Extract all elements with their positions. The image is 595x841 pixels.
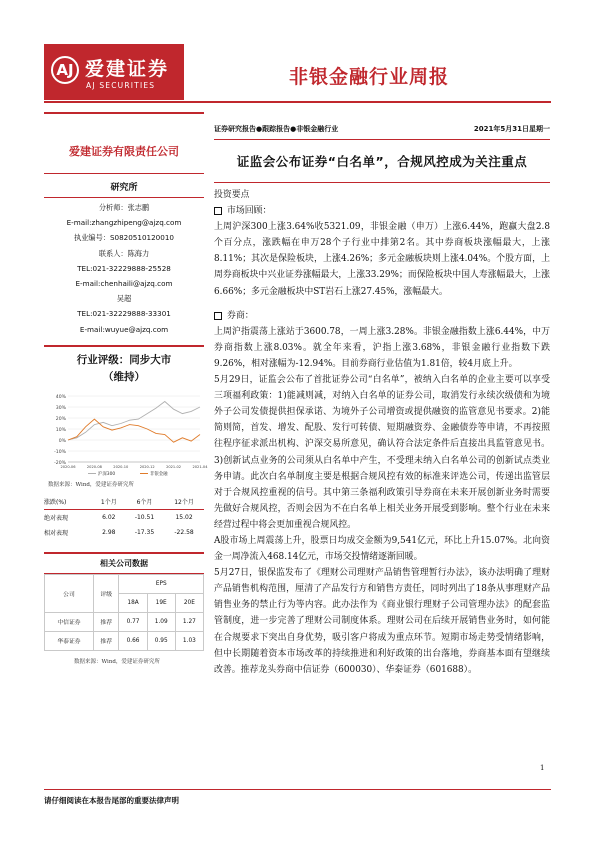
row-label: 相对表现: [44, 529, 69, 537]
row-label: 绝对表现: [44, 514, 69, 522]
rating-status: （维持）: [103, 370, 145, 383]
report-title: 非银金融行业周报: [289, 66, 450, 88]
contact-line: E-mail:chenhaili@ajzq.com: [75, 279, 173, 289]
contact-line: 吴超: [116, 294, 132, 304]
performance-header-cell: 1个月: [93, 494, 125, 510]
broker-paragraph: 5月27日，银保监发布了《理财公司理财产品销售管理暂行办法》，该办法明确了理财产品销售机构范围，厘清了产品发行方和销售方责任，同时列出了18条从事理财产品销售业务的禁止行为等内容。此办法作为《商业银行理财子公司管理办法》的配套监管制度，进一步完善了理财公司制度体系。理财公司在后续开展销售业务时，如何能在合规要求下突出自身优势，吸引客户将成为重点环节。短期市场走势受情绪影响，但中长期随着资本市场改革的持续推进和利好政策的出台落地，券商基本面有望继续改善。推荐龙头券商中信证券（600030）、华泰证券（601688）。: [214, 568, 550, 675]
eps-cell: 1.09: [147, 612, 175, 631]
market-review-paragraph: 上周沪深300上涨3.64%收5321.09，非银金融（申万）上涨6.44%，跑赢大盘2.8个百分点，涨跌幅在申万28个子行业中排第2名。其中券商板块涨幅最大，上涨8.11%；其次是保险板块，上涨4.26%；多元金融板块则上涨4.04%。个股方面，上周券商板块中兴业证券涨幅最大，上涨33.29%；而保险板块中国人寿涨幅最大，上涨6.66%；多元金融板块中ST岩石上涨27.45%，涨幅最大。: [214, 222, 550, 297]
meta-divider: [214, 139, 550, 140]
chart-source: 数据来源：Wind，爱建证券研究所: [48, 481, 134, 488]
rating-cell: 推荐: [93, 612, 119, 631]
x-tick-label: 2021-04: [192, 464, 208, 469]
header-divider: [44, 101, 551, 103]
document-type: 证券研究报告●跟踪报告●非银金融行业: [214, 125, 339, 133]
table-cell: 6.02: [102, 513, 116, 521]
company-cell: 中信证券: [45, 612, 94, 631]
contact-line: E-mail:zhangzhipeng@ajzq.com: [66, 218, 182, 228]
y-tick-label: 0%: [58, 438, 66, 444]
main-content: [214, 124, 550, 678]
col-eps-header: EPS: [119, 574, 204, 593]
y-tick-label: 30%: [55, 405, 66, 411]
performance-header-cell: 12个月: [164, 494, 204, 510]
section-heading-market: [214, 203, 550, 219]
eps-cell: 1.03: [175, 631, 203, 650]
report-date: 2021年5月31日星期一: [473, 125, 550, 133]
intro-label: 投资要点: [214, 190, 250, 200]
performance-table-header: [44, 494, 204, 510]
contact-list: [44, 200, 204, 337]
year-header: 18A: [119, 593, 147, 612]
table-cell: -17.35: [134, 528, 155, 536]
company-data-source: 数据来源：Wind，爱建证券研究所: [74, 658, 160, 665]
broker-paragraph: 上周沪指震荡上涨站于3600.78，一周上涨3.28%。非银金融指数上涨6.44%，中万券商指数上涨8.03%。就全年来看，沪指上涨3.68%，非银金融行业指数下跌9.26%，相对涨幅为-12.94%。目前券商行业估值为1.81倍，较4月底上升。: [214, 326, 550, 369]
contact-line: TEL:021-32229888-25528: [77, 263, 171, 273]
x-tick-label: 2020-06: [60, 464, 76, 469]
section-heading-label: 券商：: [227, 310, 254, 321]
section-heading-label: 市场回顾：: [227, 206, 272, 217]
year-header: 20E: [175, 593, 203, 612]
performance-chart: [44, 390, 208, 478]
table-row: [45, 612, 204, 631]
y-tick-label: 20%: [55, 416, 66, 422]
legal-disclaimer: 请仔细阅读在本报告尾部的重要法律声明: [44, 796, 179, 805]
table-row: [44, 525, 204, 540]
legend-label: 非银金融: [150, 471, 168, 477]
legend-label: 沪深300: [98, 471, 116, 477]
table-row: [45, 631, 204, 650]
brand-name-cn: 爱建证券: [85, 58, 170, 80]
performance-header-cell: 6个月: [125, 494, 164, 510]
rating-label: 行业评级：同步大市: [76, 353, 172, 366]
eps-cell: 0.66: [119, 631, 147, 650]
left-sidebar: [44, 112, 208, 665]
rating-cell: 推荐: [93, 631, 119, 650]
footer-divider: [44, 789, 551, 790]
contact-line: 分析师：张志鹏: [98, 203, 150, 212]
table-cell: 15.02: [175, 513, 193, 521]
checkbox-square-icon: [214, 312, 222, 320]
eps-cell: 0.77: [119, 612, 147, 631]
y-tick-label: 10%: [55, 427, 66, 433]
x-tick-label: 2020-12: [139, 464, 155, 469]
broker-paragraph: 5月29日，证监会公布了首批证券公司“白名单”，被纳入白名单的企业主要可以享受三项福利政策：1)能减则减，对纳入白名单的证券公司，取消发行永续次级债和为境外子公司发债提供担保承诺、为境外子公司增资或提供融资的监管意见书要求。2)能简则简，首发、增发、配股、发行可转债、短期融资券、金融债券等申请，不再按照往程序征求派出机构、沪深交易所意见，确认符合法定条件后直接出具监管意见书。3)创新试点业务的公司须从白名单中产生，不受理未纳入白名单公司的创新试点类业务申请。此次白名单制度主要是根据合规风控有效的标准来评选公司，传递出监管层对于合规风控重视的信号。其中第三条福利政策引导券商在未来开展创新业务时需要先做好合规风控，否则会因为不在白名单上相关业务开展受到影响。整个行业在未来经营过程中将会更加重视合规风控。: [214, 375, 550, 530]
table-row: [45, 574, 204, 593]
contact-line: TEL:021-32229888-33301: [77, 309, 171, 319]
performance-header-cell: 涨跌(%): [44, 494, 93, 510]
brand-logo: [44, 44, 184, 100]
table-cell: 2.98: [102, 528, 116, 536]
table-row: [44, 509, 204, 525]
checkbox-square-icon: [214, 207, 222, 215]
series-line-0: [68, 401, 200, 440]
y-tick-label: -10%: [54, 449, 66, 455]
col-rating-header: 评级: [93, 574, 119, 612]
spacer: [214, 300, 550, 308]
section-heading-brokers: [214, 308, 550, 324]
page-number: 1: [540, 764, 545, 772]
y-tick-label: -20%: [54, 460, 66, 466]
contact-line: 联系人：陈海力: [98, 248, 150, 258]
table-cell: -22.58: [174, 528, 194, 536]
eps-cell: 0.95: [147, 631, 175, 650]
brand-name-en: AJ SECURITIES: [86, 81, 156, 90]
col-company-header: 公司: [45, 574, 94, 612]
x-tick-label: 2021-02: [166, 464, 182, 469]
broker-paragraph: A股市场上周震荡上升，股票日均成交金额为9,541亿元，环比上升15.07%。北向资金一周净流入468.14亿元，市场交投情绪逐渐回暖。: [214, 535, 550, 563]
research-section-heading: 研究所: [44, 180, 204, 198]
performance-chart-svg: [44, 390, 208, 478]
x-tick-label: 2020-08: [86, 464, 102, 469]
performance-table: [44, 494, 204, 540]
industry-rating: [44, 345, 204, 386]
contact-line: E-mail:wuyue@ajzq.com: [79, 324, 169, 334]
table-cell: -10.51: [134, 513, 155, 521]
eps-cell: 1.27: [175, 612, 203, 631]
company-data-title: 相关公司数据: [44, 552, 204, 574]
contact-line: 执业编号：S0820510120010: [74, 233, 174, 243]
document-meta: [214, 124, 550, 137]
body-text: [214, 187, 550, 678]
x-tick-label: 2020-10: [113, 464, 129, 469]
brand-logo-icon: AJ: [51, 56, 79, 84]
headline-divider: [214, 182, 550, 183]
headline: 证监会公布证券“白名单”，合规风控成为关注重点: [236, 154, 528, 169]
company-cell: 华泰证券: [45, 631, 94, 650]
year-header: 19E: [147, 593, 175, 612]
company-data-table: [44, 574, 204, 651]
company-name: 爱建证券有限责任公司: [44, 112, 204, 174]
y-tick-label: 40%: [55, 394, 66, 400]
